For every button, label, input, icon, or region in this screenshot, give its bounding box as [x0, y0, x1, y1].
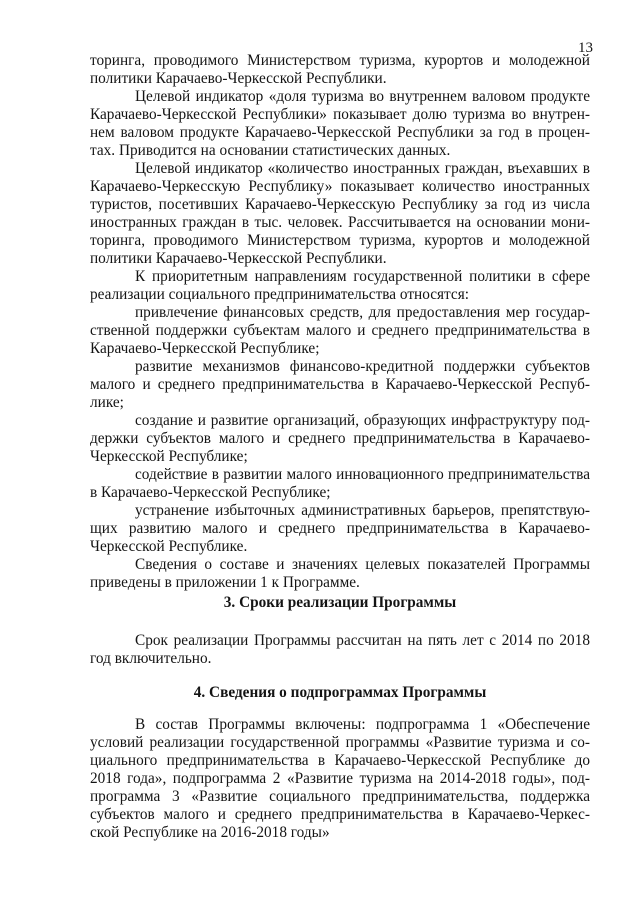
paragraph-line: тах. Приводится на основании статистических данных.	[90, 142, 451, 159]
paragraph-line: Сведения о составе и значениях целевых показателей Программы	[135, 556, 590, 573]
section-3-line: год включительно.	[90, 650, 212, 667]
paragraph-line: торинга, проводимого Министерством туризма, курортов и молодежной	[90, 232, 590, 249]
paragraph-line: Целевой индикатор «доля туризма во внутреннем валовом продукте	[135, 88, 590, 105]
section-4-line: В состав Программы включены: подпрограмма 1 «Обеспечение	[135, 716, 590, 733]
paragraph-line: держки субъектов малого и среднего предпринимательства в Карачаево-	[90, 430, 590, 447]
paragraph-line: туристов, посетивших Карачаево-Черкесскую Республику за год из числа	[90, 196, 590, 213]
section-4-line: субъектов малого и среднего предпринимательства в Карачаево-Черкес-	[90, 806, 590, 823]
paragraph-line: щих развитию малого и среднего предпринимательства в Карачаево-	[90, 520, 590, 537]
paragraph-line: ственной поддержки субъектам малого и среднего предпринимательства в	[90, 322, 590, 339]
paragraph-line: малого и среднего предпринимательства в Карачаево-Черкесской Респуб-	[90, 376, 590, 393]
section-4-line: 2018 года», подпрограмма 2 «Развитие туризма на 2014-2018 годы», под-	[90, 770, 590, 787]
section-4-line: программа 3 «Развитие социального предпринимательства, поддержка	[90, 788, 590, 805]
paragraph-line: Карачаево-Черкесскую Республику» показывает количество иностранных	[90, 178, 590, 195]
paragraph-line: Карачаево-Черкесской Республики» показывает долю туризма во внутрен-	[90, 106, 590, 123]
section-3-heading: 3. Сроки реализации Программы	[223, 594, 457, 611]
page-number: 13	[578, 40, 593, 56]
paragraph-line: создание и развитие организаций, образующих инфраструктуру под-	[135, 412, 590, 429]
paragraph-line: политики Карачаево-Черкесской Республики.	[90, 250, 387, 267]
paragraph-line: Целевой индикатор «количество иностранных граждан, въехавших в	[135, 160, 590, 177]
paragraph-line: привлечение финансовых средств, для предоставления мер государ-	[135, 304, 590, 321]
paragraph-line: развитие механизмов финансово-кредитной поддержки субъектов	[135, 358, 590, 375]
paragraph-line: в Карачаево-Черкесской Республике;	[90, 484, 331, 501]
paragraph-line: иностранных граждан в тыс. человек. Рассчитывается на основании мони-	[90, 214, 590, 231]
paragraph-line: Карачаево-Черкесской Республике;	[90, 340, 320, 357]
section-4-heading: 4. Сведения о подпрограммах Программы	[193, 684, 487, 701]
paragraph-line: лике;	[90, 394, 124, 411]
paragraph-line: содействие в развитии малого инновационного предпринимательства	[135, 466, 590, 483]
paragraph-line: нем валовом продукте Карачаево-Черкесской Республики за год в процен-	[90, 124, 590, 141]
paragraph-line: реализации социального предпринимательства относятся:	[90, 286, 470, 303]
paragraph-line: приведены в приложении 1 к Программе.	[90, 574, 360, 591]
paragraph-line: Черкесской Республике.	[90, 538, 248, 555]
section-4-line: циального предпринимательства в Карачаево-Черкесской Республике до	[90, 752, 590, 769]
paragraph-line: торинга, проводимого Министерством туризма, курортов и молодежной	[90, 52, 590, 69]
section-4-line: условий реализации государственной программы «Развитие туризма и со-	[90, 734, 590, 751]
paragraph-line: политики Карачаево-Черкесской Республики.	[90, 70, 387, 87]
paragraph-line: К приоритетным направлениям государственной политики в сфере	[135, 268, 590, 285]
section-3-line: Срок реализации Программы рассчитан на пять лет с 2014 по 2018	[135, 632, 590, 649]
paragraph-line: устранение избыточных административных барьеров, препятствую-	[135, 502, 590, 519]
section-4-line: ской Республике на 2016-2018 годы»	[90, 824, 330, 841]
paragraph-line: Черкесской Республике;	[90, 448, 248, 465]
